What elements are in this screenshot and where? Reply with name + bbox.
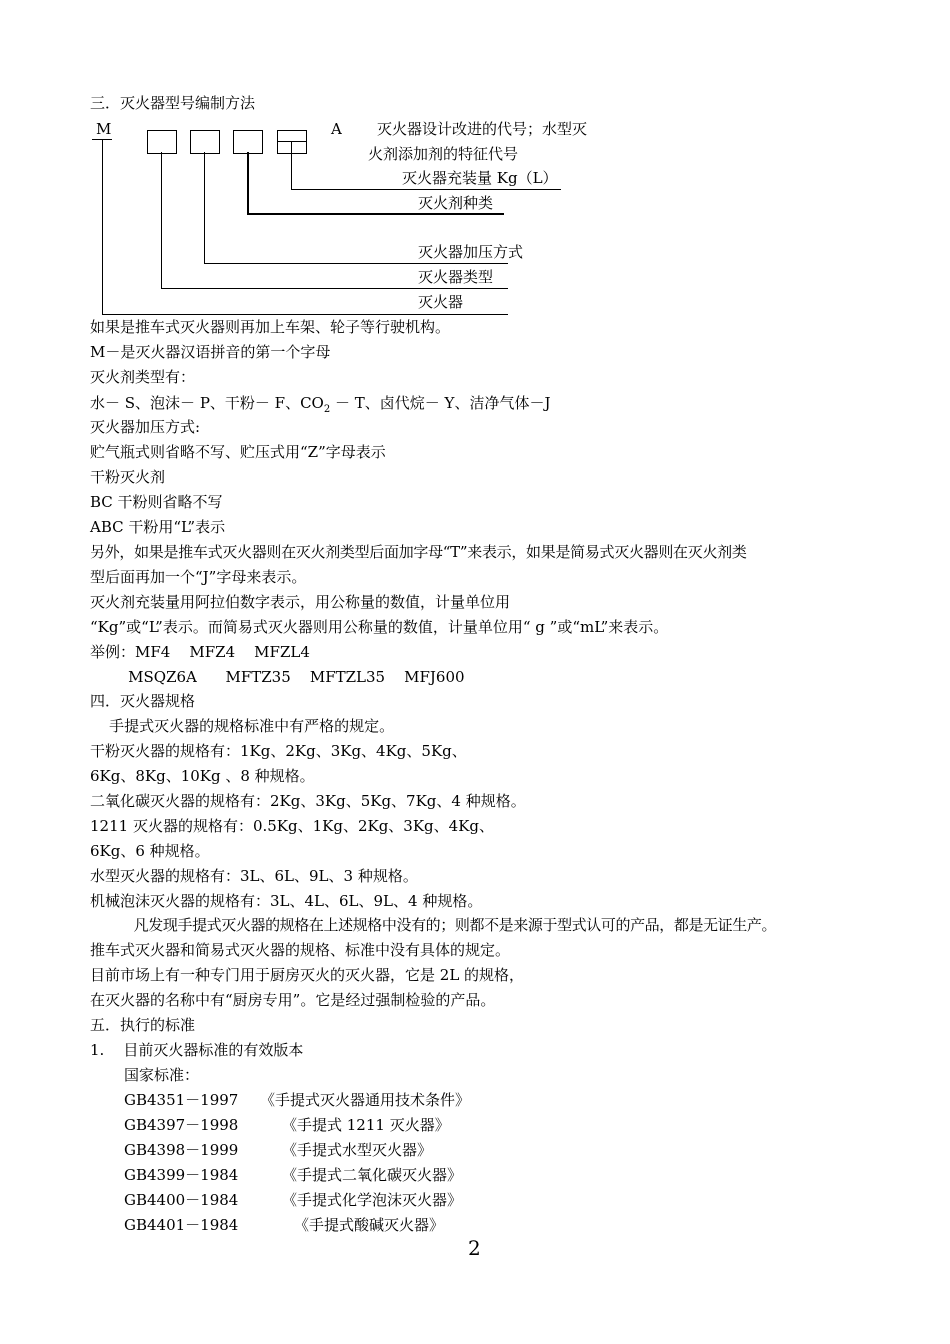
m-label: M	[96, 120, 112, 138]
list-item: 1. 目前灭火器标准的有效版本	[90, 1041, 304, 1059]
examples-line: 举例：MF4 MFZ4 MFZL4	[90, 643, 310, 661]
standard-code: GB4400－1984	[124, 1191, 239, 1209]
capacity-leader	[291, 142, 292, 189]
paragraph-line: ABC 干粉用“L”表示	[90, 518, 226, 536]
paragraph-line: 手提式灭火器的规格标准中有严格的规定。	[90, 717, 395, 735]
national-standard-label: 国家标准：	[124, 1066, 200, 1084]
paragraph-line: 推车式灭火器和简易式灭火器的规格、标准中没有具体的规定。	[90, 941, 511, 959]
standard-title: 《手提式水型灭火器》	[282, 1141, 433, 1159]
code-box-agent	[233, 130, 263, 154]
examples-line: MSQZ6A MFTZ35 MFTZL35 MFJ600	[90, 668, 465, 686]
pressure-label: 灭火器加压方式	[418, 243, 524, 261]
page-number: 2	[468, 1236, 481, 1260]
improvement-code-desc-1: 灭火器设计改进的代号；水型灭	[377, 120, 588, 138]
agent-rule	[247, 213, 504, 215]
standard-title: 《手提式二氧化碳灭火器》	[282, 1166, 463, 1184]
section-4-heading: 四．灭火器规格	[90, 692, 196, 710]
standard-title: 《手提式酸碱灭火器》	[294, 1216, 445, 1234]
standard-title: 《手提式化学泡沫灭火器》	[282, 1191, 463, 1209]
standard-code: GB4399－1984	[124, 1166, 239, 1184]
paragraph-line: 二氧化碳灭火器的规格有：2Kg、3Kg、5Kg、7Kg、4 种规格。	[90, 792, 526, 810]
improvement-code-desc-2: 火剂添加剂的特征代号	[368, 145, 519, 163]
type-label: 灭火器类型	[418, 268, 494, 286]
paragraph-line: “Kg”或“L”表示。而简易式灭火器则用公称量的数值，计量单位用“ g ”或“mL”来表示。	[90, 618, 669, 636]
standard-title: 《手提式灭火器通用技术条件》	[260, 1091, 471, 1109]
type-leader	[161, 152, 162, 288]
paragraph-line: BC 干粉则省略不写	[90, 493, 223, 511]
paragraph-line: 干粉灭火剂	[90, 468, 166, 486]
paragraph-line: 型后面再加一个“J”字母来表示。	[90, 568, 307, 586]
agent-leader	[247, 152, 249, 213]
m-leader-line	[102, 139, 103, 314]
pressure-rule	[204, 263, 508, 264]
paragraph-line: 目前市场上有一种专门用于厨房灭火的灭火器，它是 2L 的规格，	[90, 966, 525, 984]
paragraph-line: 贮气瓶式则省略不写、贮压式用“Z”字母表示	[90, 443, 386, 461]
extinguisher-rule	[102, 314, 508, 315]
standard-title: 《手提式 1211 灭火器》	[282, 1116, 450, 1134]
section-3-heading: 三．灭火器型号编制方法	[90, 94, 256, 112]
standard-code: GB4397－1998	[124, 1116, 239, 1134]
paragraph-line: 水型灭火器的规格有：3L、6L、9L、3 种规格。	[90, 867, 418, 885]
paragraph-line: 在灭火器的名称中有“厨房专用”。它是经过强制检验的产品。	[90, 991, 496, 1009]
standard-code: GB4401－1984	[124, 1216, 239, 1234]
type-rule	[161, 288, 508, 289]
paragraph-line: 6Kg、8Kg、10Kg 、8 种规格。	[90, 767, 315, 785]
standard-code: GB4398－1999	[124, 1141, 239, 1159]
paragraph-line: 机械泡沫灭火器的规格有：3L、4L、6L、9L、4 种规格。	[90, 892, 483, 910]
section-5-heading: 五．执行的标准	[90, 1016, 196, 1034]
capacity-box-divider	[277, 141, 307, 142]
paragraph-line: 灭火剂充装量用阿拉伯数字表示，用公称量的数值，计量单位用	[90, 593, 511, 611]
paragraph-line: 如果是推车式灭火器则再加上车架、轮子等行驶机构。	[90, 318, 451, 336]
paragraph-line: 灭火剂类型有：	[90, 368, 196, 386]
paragraph-line: 灭火器加压方式:	[90, 418, 201, 436]
a-label: A	[331, 120, 342, 138]
code-box-pressure	[190, 130, 220, 154]
extinguisher-label: 灭火器	[418, 293, 464, 311]
paragraph-line: 干粉灭火器的规格有：1Kg、2Kg、3Kg、4Kg、5Kg、	[90, 742, 467, 760]
paragraph-line: 1211 灭火器的规格有：0.5Kg、1Kg、2Kg、3Kg、4Kg、	[90, 817, 495, 835]
capacity-rule	[291, 189, 561, 190]
standard-code: GB4351－1997	[124, 1091, 239, 1109]
paragraph-line: 另外，如果是推车式灭火器则在灭火剂类型后面加字母“T”来表示，如果是简易式灭火器则在灭火剂类	[90, 543, 747, 561]
agent-type-label: 灭火剂种类	[418, 194, 494, 212]
pressure-leader	[204, 152, 205, 263]
paragraph-line: 6Kg、6 种规格。	[90, 842, 210, 860]
paragraph-line: M－是灭火器汉语拼音的第一个字母	[90, 343, 331, 361]
code-box-capacity	[277, 130, 307, 154]
paragraph-line: 凡发现手提式灭火器的规格在上述规格中没有的；则都不是来源于型式认可的产品，都是无证生产。	[90, 916, 777, 934]
agent-types-line: 水－ S、泡沫－ P、干粉－ F、$CO_2 - T$、卤代烷－ Y、洁净气体－J	[90, 394, 551, 415]
capacity-label: 灭火器充装量 Kg（L）	[402, 169, 558, 187]
code-box-type	[147, 130, 177, 154]
